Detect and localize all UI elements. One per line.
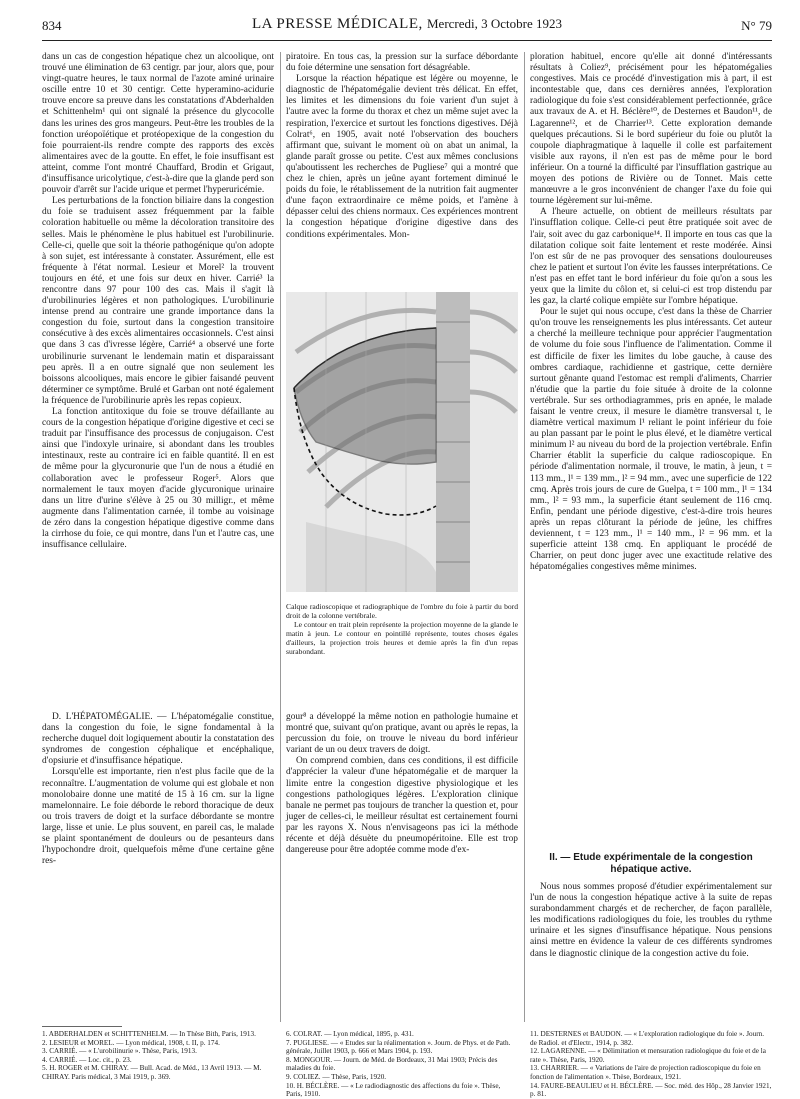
footnote: 3. CARRIÉ. — « L'urobilinurie ». Thèse, Paris, 1913. — [42, 1047, 197, 1056]
column-2-lower — [286, 712, 518, 856]
page-header — [42, 16, 772, 38]
caption-main: Calque radioscopique et radiographique de l'ombre du foie à partir du bord droit de la colonne vertébrale. — [286, 602, 518, 620]
column-1 — [42, 52, 274, 551]
column-3 — [530, 52, 772, 573]
footnote: 1. ABDERHALDEN et SCHITTENHELM. — In Thèse Bith, Paris, 1913. — [42, 1030, 256, 1038]
paragraph: La fonction antitoxique du foie se trouve défaillante au cours de la congestion hépatique d'origine digestive et ceci se traduit par l'insuffisance des processus de conjugaison. C'est ainsi que l'indoxyle urinaire, si abondant dans les troubles intestinaux, reste au contraire ici en faible quantité. Il en est de même pour la glycuronurie que l'un de nous a étudié en collaboration avec le professeur Roger⁵. Alors que normalement le taux moyen d'acide glycuronique urinaire dans un litre d'urine s'élève à 25 ou 30 milligr., et même augmente dans l'alimentation carnée, il tombe au voisinage de zéro dans la congestion hépatique digestive comme dans la cirrhose du foie, ce qui montre, dans l'un et l'autre cas, une insuffisance cellulaire. — [42, 407, 274, 551]
page-number: 834 — [42, 18, 62, 33]
paragraph: ploration habituel, encore qu'elle ait donné d'intéressants résultats à Coliez⁹, précisément pour les hépatomégalies congestives. Mais ce procédé d'investigation mis à part, il est incontestable que, dans ces dernières années, l'exploration radiologique du foie s'est considérablement perfectionnée, grâce aux travaux de A. et H. Béclère¹⁰, de Desternes et Baudon¹¹, de Lagarenne¹², et de Charrier¹³. Cette exploration demande quelques précautions. Si le bord supérieur du foie ou plutôt la coupole diaphragmatique à laquelle il colle est parfaitement visible aux rayons, il n'en est pas de même pour le bord inférieur. On a tourné la difficulté par l'insufflation gastrique au moyen des potions de Rivière ou de Tonnet. Mais cette manœuvre a le gros inconvénient de changer l'axe du foie qui tourne légèrement sur lui-même. — [530, 52, 772, 207]
figure-caption — [286, 602, 518, 656]
section-heading: II. — Etude expérimentale de la congestion hépatique active. — [549, 852, 753, 875]
section-2 — [530, 848, 772, 960]
footnote: 14. FAURE-BEAULIEU et H. BÉCLÈRE. — Soc. méd. des Hôp., 28 Janvier 1921, p. 81. — [530, 1081, 772, 1099]
paragraph: gour⁸ a développé la même notion en pathologie humaine et montré que, suivant qu'on pratique, avant ou après le repas, la percussion du foie, on trouve le niveau du bord inférieur variant de un ou deux travers de doigt. — [286, 712, 518, 756]
paragraph: Pour le sujet qui nous occupe, c'est dans la thèse de Charrier qu'on trouve les renseignements les plus intéressants. Cet auteur a cherché la meilleure technique pour apprécier l'augmentation de volume du foie sous l'influence de l'alimentation. Comme il est difficile de fixer les limites du lobe gauche, à cause des ombres cardiaque, rachidienne et gastrique, cette dernière surtout gênante quand l'estomac est rempli d'aliments, Charrier n'étudie que la partie du foie située à droite de la colonne vertébrale. Sur ses orthodiagrammes, pris en apnée, le malade faisant le ventre creux, il mesure le diamètre transversal t, le diamètre vertical maximum l¹ reliant le point inférieur du foie au plan passant par le point le plus élevé, et le diamètre vertical minimum l² au niveau du bord de la projection vertébrale. Enfin Charrier établit la superficie du calque radioscopique. En période d'alimentation normale, il trouve, le matin, à jeun, t = 113 mm., l¹ = 139 mm., l² = 94 mm., avec une superficie de 122 cmq. Après trois jours de cure de Guelpa, t = 100 mm., l¹ = 134 mm., l² = 93 mm., la superficie étant seulement de 116 cmq. Enfin, pendant une période digestive, c'est-à-dire trois heures après un repas clôturant la période de jeûne, les chiffres deviennent, t = 123 mm., l¹ = 140 mm., l² = 96 mm. et la superficie atteint 138 cmq. En appliquant le procédé de Charrier, on peut donc juger avec une exactitude relative des hépatomégalies congestives même minimes. — [530, 307, 772, 573]
footnotes-col-3 — [530, 1030, 772, 1099]
journal-title — [42, 16, 772, 33]
journal-name: LA PRESSE MÉDICALE, — [251, 16, 423, 32]
paragraph: Lorsqu'elle est importante, rien n'est plus facile que de la reconnaître. L'augmentation de volume qui est globale et non monolobaire donne une matité de 15 à 16 cm. sur la ligne mamelonnaire. Le foie déborde le rebord thoracique de deux ou trois travers de doigt et la surface débordante se montre large, lisse et unie. Le plus souvent, en pareil cas, le malade se plaint spontanément de douleurs ou de pesanteurs dans l'hypochondre droit, quelquefois même d'une certaine gêne res- — [42, 767, 274, 867]
column-1-lower — [42, 712, 274, 867]
footnote: 4. CARRIÉ. — Loc. cit., p. 23. — [42, 1055, 132, 1064]
column-2 — [286, 52, 518, 241]
paragraph: A l'heure actuelle, on obtient de meilleurs résultats par l'insufflation colique. Celle-ci peut être pratiquée soit avec de l'air, soit avec du gaz carbonique¹⁴. Il importe en tous cas que la dilatation colique soit faite lentement et reste modérée. Ainsi l'on est sûr de ne pas provoquer des sensations douloureuses chez le patient et surtout l'on évite les fausses interprétations. Ce n'est pas en effet tant le bord inférieur du foie qu'on a sous les yeux que la limite du côlon et, si celui-ci est trop distendu par les gaz, la clarté colique empiète sur l'ombre hépatique. — [530, 207, 772, 307]
footnote: 5. H. ROGER et M. CHIRAY. — Bull. Acad. de Méd., 13 Avril 1913. — M. CHIRAY. Paris médical, 3 Mai 1919, p. 369. — [42, 1064, 262, 1081]
paragraph: dans un cas de congestion hépatique chez un alcoolique, ont trouvé une élimination de 63 centigr. par jour, alors que, pour vingt-quatre heures, le taux normal de l'azote aminé urinaire oscille entre 10 et 30 centigr. Cette hyperamino-acidurie trouve encore sa preuve dans les constatations d'Abderhalden et Schittenhelm¹ qui ont signalé la présence du glycocolle dans les urines des gros mangeurs. Peut-être les troubles de la fonction uréopoïétique et protéopexique de la congestion du foie pourraient-ils rendre compte des rapports des excès alimentaires avec de la goutte. En effet, le foie insuffisant est atteint, comme l'ont montré Chauffard, Brodin et Grigaut, d'insuffisance uricolytique, c'est-à-dire que la glande perd son pouvoir d'arrêt sur l'acide urique et permet l'hyperuricémie. — [42, 52, 274, 196]
caption-detail: Le contour en trait plein représente la projection moyenne de la glande le matin à jeun. Le contour en pointillé représente, toutes choses égales d'ailleurs, la projection trois heures et demie après la fin d'un repas surabondant. — [286, 620, 518, 656]
issue-date: Mercredi, 3 Octobre 1923 — [427, 16, 563, 31]
header-rule — [42, 40, 772, 41]
column-divider-2 — [524, 52, 525, 1022]
paragraph: Lorsque la réaction hépatique est légère ou moyenne, le diagnostic de l'hépatomégalie devient très délicat. En effet, les limites et les dimensions du foie varient d'un sujet à l'autre avec la forme du thorax et chez un même sujet avec la respiration, l'exercice et surtout les fonctions digestives. Déjà Colrat⁶, en 1905, avait noté l'observation des bouchers affirmant que, suivant le moment où on abat un animal, la glande paraît grosse ou petite. C'est aux mêmes conclusions qu'aboutissent les recherches de Pugliese⁷ qui a montré que chez le chien, après un jeûne ayant fortement diminué le poids du foie, le rétablissement de la nutrition fait augmenter d'une façon extraordinaire ce même poids, et l'amène à dépasser celui des chiens normaux. Ces expériences montrent la congestion hépatique d'origine digestive dans des conditions expérimentales. Mon- — [286, 74, 518, 240]
issue-number: N° 79 — [741, 18, 772, 33]
footnotes-col-1 — [42, 1030, 274, 1082]
footnote: 2. LESIEUR et MOREL. — Lyon médical, 1908, t. II, p. 174. — [42, 1038, 220, 1047]
footnote-rule — [42, 1026, 122, 1027]
liver-tracing-illustration — [286, 292, 518, 592]
footnote: 9. COLIEZ. — Thèse, Paris, 1920. — [286, 1072, 387, 1081]
paragraph: D. L'HÉPATOMÉGALIE. — L'hépatomégalie constitue, dans la congestion du foie, le signe fondamental à la recherche duquel doit logiquement aboutir la constatation des syndromes de congestion céphalique et encéphalique, d'opsiurie et d'insuffisance hépatique. — [42, 712, 274, 767]
column-divider-1 — [280, 52, 281, 1022]
footnote: 8. MONGOUR. — Journ. de Méd. de Bordeaux, 31 Mai 1903; Précis des maladies du foie. — [286, 1055, 498, 1073]
footnote: 11. DESTERNES et BAUDON. — « L'exploration radiologique du foie ». Journ. de Radiol. et d'Electr., 1914, p. 382. — [530, 1030, 764, 1047]
footnote: 7. PUGLIESE. — « Etudes sur la réalimentation ». Journ. de Phys. et de Path. générale, Juillet 1903, p. 666 et Mars 1904, p. 193. — [286, 1038, 511, 1056]
paragraph: piratoire. En tous cas, la pression sur la surface débordante du foie détermine une sensation fort désagréable. — [286, 52, 518, 74]
paragraph: On comprend combien, dans ces conditions, il est difficile d'apprécier la valeur d'une hépatomégalie et de marquer la limite entre la congestion digestive physiologique et les congestions pathologiques légères. L'exploration clinique banale ne permet pas toujours de trancher la question et, pour juger de celles-ci, le meilleur résultat est certainement fourni par les rayons X. Nous n'envisageons pas ici la méthode récente et déjà désuète du pneumopéritoine. Elle est trop dangereuse pour être adoptée comme mode d'ex- — [286, 756, 518, 856]
footnote: 12. LAGARENNE. — « Délimitation et mensuration radiologique du foie et de la rate ». Thèse, Paris, 1920. — [530, 1047, 766, 1064]
footnote: 10. H. BÉCLÈRE. — « Le radiodiagnostic des affections du foie ». Thèse, Paris, 1910. — [286, 1081, 501, 1099]
footnote: 6. COLRAT. — Lyon médical, 1895, p. 431. — [286, 1030, 414, 1038]
footnote: 13. CHARRIER. — « Variations de l'aire de projection radioscopique du foie en fonction de l'alimentation ». Thèse, Bordeaux, 1921. — [530, 1064, 761, 1081]
paragraph: Les perturbations de la fonction biliaire dans la congestion du foie se traduisent assez fréquemment par la faible coloration habituelle ou même la décoloration transitoire des selles. Mais le phénomène le plus habituel est l'urobilinurie. Celle-ci, quelle que soit la théorie pathogénique qu'on adopte à son sujet, est intéressante à constater. Assurément, elle est fréquente à l'état normal. Lesieur et Morel² la trouvent toujours en été, et une fois sur deux en hiver. Carrié³ la rencontre dans 97 pour 100 des cas. Mais il s'agit là d'urobilinuries légères et non pathologiques. L'urobilinurie intense prend au contraire une grande importance dans la congestion du foie, surtout dans la congestion transitoire consécutive à des excès alimentaires occasionnels. C'est ainsi que dans 3 cas d'ivresse légère, Carrié⁴ a observé une forte urobilinurie survenant le lendemain matin et disparaissant peu après. Il a en outre signalé que non seulement les boissons alcooliques, mais encore le gibier faisandé peuvent déterminer ce symptôme. Brulé et Garban ont noté également la fréquence de l'urobilinurie après les repas copieux. — [42, 196, 274, 406]
paragraph: Nous nous sommes proposé d'étudier expérimentalement sur l'un de nous la congestion hépatique active à la suite de repas surabondamment chargés et de rechercher, de façon parallèle, les modifications radiologiques du foie, les troubles du rythme urinaire et les signes d'insuffisance hépatique. Nous pensions ainsi mettre en évidence la valeur de ces différents syndromes dans le diagnostic clinique de la congestion active du foie. — [530, 882, 772, 959]
liver-radiograph-figure — [286, 292, 518, 592]
footnotes-col-2 — [286, 1030, 518, 1099]
